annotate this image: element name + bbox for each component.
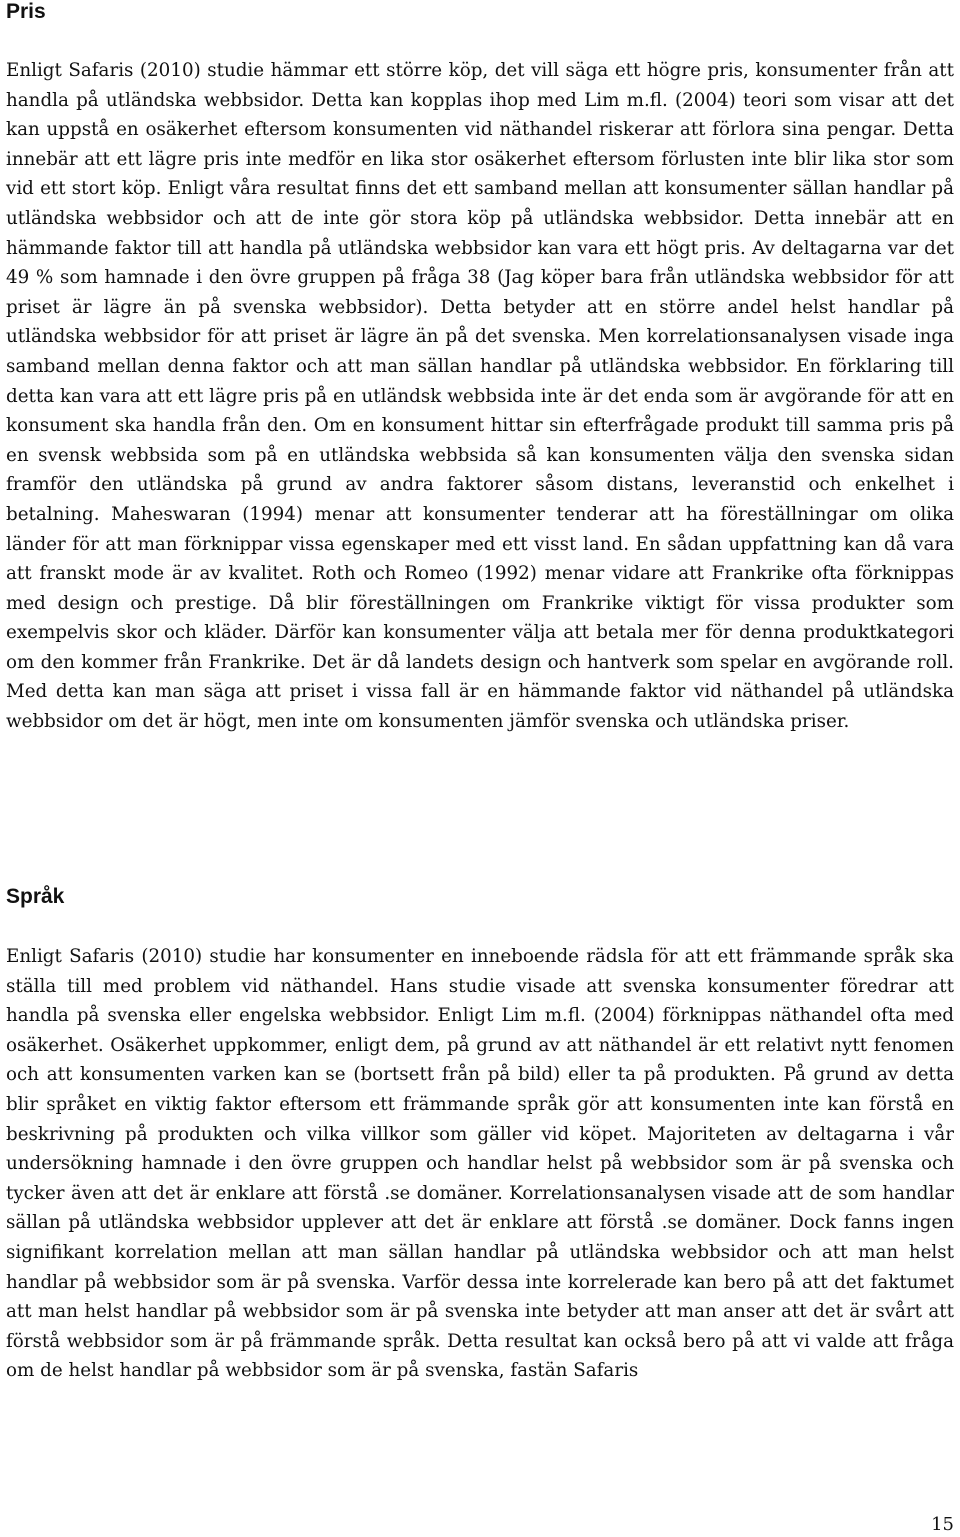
section-paragraph-pris: Enligt Safaris (2010) studie hämmar ett större köp, det vill säga ett högre pris, konsumenter från att handla på utländska webbsidor. Detta kan kopplas ihop med Lim m.fl. (2004) teori som visar att det kan uppstå en osäkerhet eftersom konsumenten vid näthandel riskerar att förlora sina pengar. Detta innebär att ett lägre pris inte medför en lika stor osäkerhet eftersom förlusten inte blir lika stor som vid ett stort köp. Enligt våra resultat finns det ett samband mellan att konsumenter sällan handlar på utländska webbsidor och att de inte gör stora köp på utländska webbsidor. Detta innebär att en hämmande faktor till att handla på utländska webbsidor kan vara ett högt pris. Av deltagarna var det 49 % som hamnade i den övre gruppen på fråga 38 (Jag köper bara från utländska webbsidor för att priset är lägre än på svenska webbsidor). Detta betyder att en större andel helst handlar på utländska webbsidor för att priset är lägre än på det svenska. Men korrelationsanalysen visade inga samband mellan denna faktor och att man sällan handlar på utländska webbsidor. En förklaring till detta kan vara att ett lägre pris på en utländsk webbsida inte är det enda som är avgörande för att en konsument ska handla från den. Om en konsument hittar sin efterfrågade produkt till samma pris på en svensk webbsida som på en utländska webbsida så kan konsumenten välja den svenska sidan framför den utländska på grund av andra faktorer såsom distans, leveranstid och enkelhet i betalning. Maheswaran (1994) menar att konsumenter tenderar att ha föreställningar om olika länder för att man förknippar vissa egenskaper med ett visst land. En sådan uppfattning kan då vara att franskt mode är av kvalitet. Roth och Romeo (1992) menar vidare att Frankrike ofta förknippas med design och prestige. Då blir föreställningen om Frankrike viktigt för vissa produkter som exempelvis skor och kläder. Därför kan konsumenter välja att betala mer för denna produktkategori om den kommer från Frankrike. Det är då landets design och hantverk som spelar en avgörande roll. Med detta kan man säga att priset i vissa fall är en hämmande faktor vid näthandel på utländska webbsidor om det är högt, men inte om konsumenten jämför svenska och utländska priser. [6, 60, 954, 733]
section-heading-pris: Pris [6, 0, 46, 23]
page-number: 15 [931, 1514, 954, 1535]
section-heading-sprak: Språk [6, 885, 65, 908]
section-paragraph-sprak: Enligt Safaris (2010) studie har konsumenter en inneboende rädsla för att ett främmande språk ska ställa till med problem vid näthandel. Hans studie visade att svenska konsumenter föredrar att handla på svenska eller engelska webbsidor. Enligt Lim m.fl. (2004) förknippas näthandel ofta med osäkerhet. Osäkerhet uppkommer, enligt dem, på grund av att näthandel är ett relativt nytt fenomen och att konsumenten varken kan se (bortsett från på bild) eller ta på produkten. På grund av detta blir språket en viktig faktor eftersom ett främmande språk gör att konsumenten inte kan förstå en beskrivning på produkten och vilka villkor som gäller vid köpet. Majoriteten av deltagarna i vår undersökning hamnade i den övre gruppen och handlar helst på webbsidor som är på svenska och tycker även att det är enklare att förstå .se domäner. Korrelationsanalysen visade att de som handlar sällan på utländska webbsidor upplever att det är enklare att förstå .se domäner. Dock fanns ingen signifikant korrelation mellan att man sällan handlar på utländska webbsidor och att man helst handlar på webbsidor som är på svenska. Varför dessa inte korrelerade kan bero på att det faktumet att man helst handlar på webbsidor som är på svenska inte betyder att man anser att det är svårt att förstå webbsidor som är på främmande språk. Detta resultat kan också bero på att vi valde att fråga om de helst handlar på webbsidor som är på svenska, fastän Safaris [6, 946, 954, 1382]
